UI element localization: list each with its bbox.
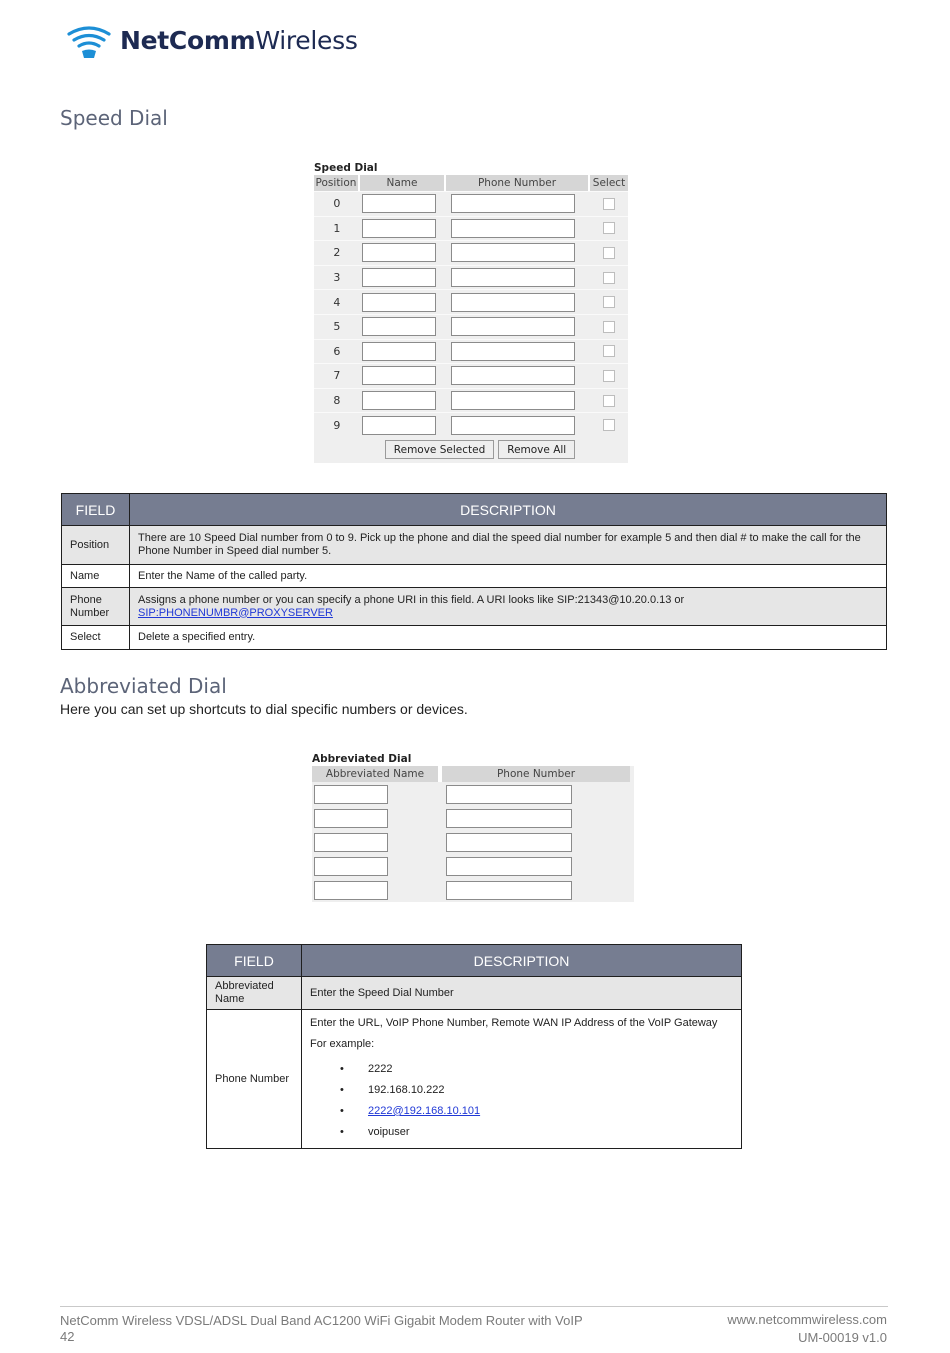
select-checkbox[interactable] <box>603 222 615 234</box>
speed-dial-heading: Speed Dial <box>60 106 168 130</box>
phone-number-input[interactable] <box>451 243 575 262</box>
footer-right <box>727 1311 887 1347</box>
netcomm-logo <box>66 20 358 60</box>
column-header-position: Position <box>314 175 360 191</box>
footer-divider <box>60 1306 888 1307</box>
field-cell: Select <box>62 626 130 650</box>
abbreviated-name-input[interactable] <box>314 833 388 852</box>
brand-name: NetCommWireless <box>120 25 358 55</box>
name-input[interactable] <box>362 391 436 410</box>
select-cell <box>590 272 628 284</box>
field-column-header: FIELD <box>207 945 302 977</box>
phone-number-input[interactable] <box>451 293 575 312</box>
footer-product-name: NetComm Wireless VDSL/ADSL Dual Band AC1200 WiFi Gigabit Modem Router with VoIP <box>60 1313 583 1328</box>
select-cell <box>590 345 628 357</box>
phone-cell <box>448 194 591 213</box>
speed-dial-row <box>314 265 628 290</box>
abbreviated-name-cell <box>312 881 446 900</box>
phone-number-input[interactable] <box>446 833 572 852</box>
description-column-header: DESCRIPTION <box>130 494 887 526</box>
speed-dial-grid <box>314 175 628 463</box>
abbreviated-dial-row <box>312 878 634 902</box>
phone-number-input[interactable] <box>451 391 575 410</box>
speed-dial-rows <box>314 191 628 437</box>
column-header-phone-number: Phone Number <box>446 175 590 191</box>
phone-number-input[interactable] <box>451 366 575 385</box>
phone-cell <box>446 881 634 900</box>
abbreviated-name-cell <box>312 809 446 828</box>
description-cell <box>130 588 887 626</box>
name-input[interactable] <box>362 243 436 262</box>
list-item <box>368 1101 733 1122</box>
wifi-signal-icon <box>66 20 112 60</box>
remove-all-button[interactable]: Remove All <box>498 440 575 459</box>
phone-cell <box>448 219 591 238</box>
speed-dial-row <box>314 363 628 388</box>
speed-dial-row <box>314 216 628 241</box>
column-header-phone-number: Phone Number <box>442 766 630 782</box>
column-header-name: Name <box>360 175 446 191</box>
abbreviated-dial-intro: Here you can set up shortcuts to dial specific numbers or devices. <box>60 701 468 717</box>
select-checkbox[interactable] <box>603 247 615 259</box>
position-number: 7 <box>333 369 341 383</box>
abbreviated-dial-row <box>312 806 634 830</box>
abbreviated-name-input[interactable] <box>314 809 388 828</box>
name-input[interactable] <box>362 342 436 361</box>
name-input[interactable] <box>362 293 436 312</box>
list-item: • 2222 <box>368 1059 733 1080</box>
speed-dial-widget-title: Speed Dial <box>314 162 378 174</box>
phone-cell <box>448 416 591 435</box>
abbreviated-dial-row <box>312 854 634 878</box>
abbreviated-name-input[interactable] <box>314 857 388 876</box>
name-cell <box>360 293 448 312</box>
remove-selected-button[interactable]: Remove Selected <box>385 440 494 459</box>
phone-cell <box>448 391 591 410</box>
abbreviated-dial-heading: Abbreviated Dial <box>60 674 227 698</box>
select-cell <box>590 222 628 234</box>
name-input[interactable] <box>362 268 436 287</box>
position-number: 1 <box>333 221 341 235</box>
phone-number-input[interactable] <box>451 342 575 361</box>
name-cell <box>360 219 448 238</box>
position-number: 0 <box>333 197 341 211</box>
phone-number-input[interactable] <box>446 809 572 828</box>
description-cell: Enter the Speed Dial Number <box>302 977 742 1010</box>
abbreviated-dial-row <box>312 830 634 854</box>
select-checkbox[interactable] <box>603 198 615 210</box>
phone-cell <box>446 809 634 828</box>
abbreviated-dial-header-row <box>312 766 634 782</box>
phone-number-input[interactable] <box>446 881 572 900</box>
description-cell <box>302 1010 742 1149</box>
name-cell <box>360 391 448 410</box>
select-checkbox[interactable] <box>603 419 615 431</box>
name-cell <box>360 243 448 262</box>
abbreviated-dial-field-table <box>206 944 742 1149</box>
select-checkbox[interactable] <box>603 272 615 284</box>
phone-cell <box>448 342 591 361</box>
select-cell <box>590 395 628 407</box>
phone-number-input[interactable] <box>451 194 575 213</box>
description-cell: Enter the Name of the called party. <box>130 565 887 588</box>
select-checkbox[interactable] <box>603 321 615 333</box>
position-number: 5 <box>333 320 341 334</box>
select-checkbox[interactable] <box>603 370 615 382</box>
speed-dial-row <box>314 314 628 339</box>
field-cell: Position <box>62 526 130 565</box>
speed-dial-header-row <box>314 175 628 191</box>
name-cell <box>360 416 448 435</box>
phone-number-input[interactable] <box>451 317 575 336</box>
table-row <box>207 977 742 1010</box>
list-item: • 192.168.10.222 <box>368 1080 733 1101</box>
name-input[interactable] <box>362 366 436 385</box>
select-checkbox[interactable] <box>603 395 615 407</box>
abbreviated-name-cell <box>312 833 446 852</box>
phone-number-input[interactable] <box>451 219 575 238</box>
speed-dial-row <box>314 240 628 265</box>
abbreviated-dial-grid <box>312 766 634 902</box>
speed-dial-field-table <box>61 493 887 650</box>
select-cell <box>590 296 628 308</box>
list-item: • voipuser <box>368 1122 733 1143</box>
example-list <box>310 1059 733 1143</box>
table-row <box>207 1010 742 1149</box>
abbreviated-dial-row <box>312 782 634 806</box>
table-row <box>62 565 887 588</box>
position-number: 3 <box>333 271 341 285</box>
phone-cell <box>446 833 634 852</box>
table-header-row <box>207 945 742 977</box>
position-number: 2 <box>333 246 341 260</box>
phone-cell <box>446 785 634 804</box>
abbreviated-dial-widget <box>312 752 634 902</box>
select-cell <box>590 247 628 259</box>
abbreviated-dial-widget-title: Abbreviated Dial <box>312 753 412 765</box>
speed-dial-row <box>314 191 628 216</box>
speed-dial-row <box>314 339 628 364</box>
example-label: For example: <box>310 1038 375 1050</box>
description-cell: There are 10 Speed Dial number from 0 to 9. Pick up the phone and dial the speed dial number for example 5 and then dial # to make the call for the Phone Number in Speed dial number 5. <box>130 526 887 565</box>
description-cell: Delete a specified entry. <box>130 626 887 650</box>
phone-cell <box>448 317 591 336</box>
page-number: 42 <box>60 1329 75 1344</box>
phone-cell <box>448 366 591 385</box>
speed-dial-row <box>314 289 628 314</box>
position-number: 9 <box>333 418 341 432</box>
footer-url: www.netcommwireless.com <box>727 1312 887 1327</box>
name-cell <box>360 268 448 287</box>
abbreviated-dial-rows <box>312 782 634 902</box>
name-input[interactable] <box>362 194 436 213</box>
sip-uri-link[interactable]: SIP:PHONENUMBR@PROXYSERVER <box>138 606 333 619</box>
phone-cell <box>448 268 591 287</box>
phone-number-input[interactable] <box>446 785 572 804</box>
phone-number-input[interactable] <box>446 857 572 876</box>
select-cell <box>590 370 628 382</box>
position-number: 8 <box>333 394 341 408</box>
footer-left <box>60 1313 620 1344</box>
speed-dial-widget <box>314 161 628 463</box>
abbreviated-name-cell <box>312 785 446 804</box>
field-cell: Phone Number <box>62 588 130 626</box>
example-link[interactable]: 2222@192.168.10.101 <box>368 1105 481 1117</box>
speed-dial-buttons <box>314 437 628 463</box>
select-cell <box>590 321 628 333</box>
table-row <box>62 588 887 626</box>
select-checkbox[interactable] <box>603 345 615 357</box>
select-checkbox[interactable] <box>603 296 615 308</box>
abbreviated-name-cell <box>312 857 446 876</box>
phone-cell <box>446 857 634 876</box>
description-text: Enter the URL, VoIP Phone Number, Remote WAN IP Address of the VoIP Gateway <box>310 1017 718 1029</box>
speed-dial-row <box>314 412 628 437</box>
field-cell: Name <box>62 565 130 588</box>
column-header-select: Select <box>590 175 628 191</box>
name-input[interactable] <box>362 219 436 238</box>
description-text: Assigns a phone number or you can specify a phone URI in this field. A URI looks like SIP:21343@10.20.0.13 or <box>138 593 685 606</box>
table-header-row <box>62 494 887 526</box>
select-cell <box>590 198 628 210</box>
description-column-header: DESCRIPTION <box>302 945 742 977</box>
footer-doc-id: UM-00019 v1.0 <box>798 1330 887 1345</box>
name-cell <box>360 366 448 385</box>
phone-number-input[interactable] <box>451 268 575 287</box>
phone-cell <box>448 243 591 262</box>
speed-dial-row <box>314 388 628 413</box>
phone-cell <box>448 293 591 312</box>
abbreviated-name-input[interactable] <box>314 785 388 804</box>
name-cell <box>360 194 448 213</box>
table-row <box>62 626 887 650</box>
column-header-abbreviated-name: Abbreviated Name <box>312 766 442 782</box>
name-input[interactable] <box>362 317 436 336</box>
name-cell <box>360 317 448 336</box>
select-cell <box>590 419 628 431</box>
phone-number-input[interactable] <box>451 416 575 435</box>
table-row <box>62 526 887 565</box>
abbreviated-name-input[interactable] <box>314 881 388 900</box>
position-number: 4 <box>333 295 341 309</box>
name-cell <box>360 342 448 361</box>
position-number: 6 <box>333 344 341 358</box>
name-input[interactable] <box>362 416 436 435</box>
field-cell: Phone Number <box>207 1010 302 1149</box>
field-cell: Abbreviated Name <box>207 977 302 1010</box>
field-column-header: FIELD <box>62 494 130 526</box>
